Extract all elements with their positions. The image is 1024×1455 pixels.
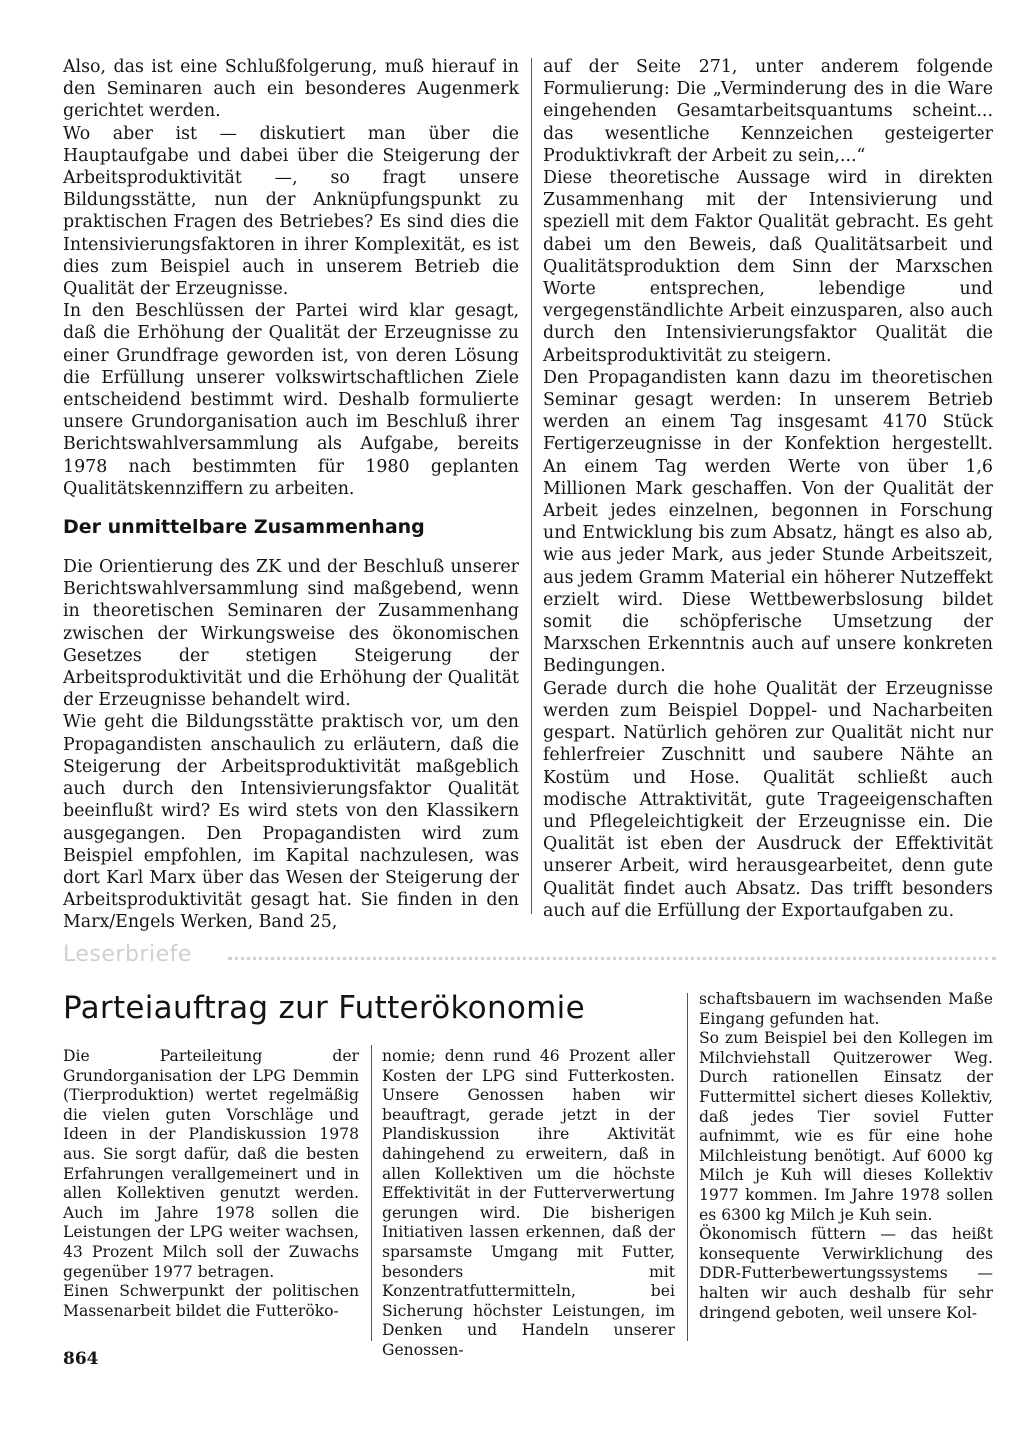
paragraph: Diese theoretische Aussage wird in direkten Zusammenhang mit der Intensivierung und speziell mit dem Faktor Qualität gebracht. Es geht dabei um den Beweis, daß Qualitätsarbeit und Qualitätsproduktion dem Sinn der Marxschen Worte entsprechen, lebendige und vergegenständlichte Arbeit einzusparen, also auch durch den Intensivierungsfaktor Qualität die Arbeitsproduktivität zu steigern. — [543, 168, 993, 366]
article-headline: Parteiauftrag zur Futterökonomie — [63, 990, 585, 1026]
paragraph: Gerade durch die hohe Qualität der Erzeugnisse werden zum Beispiel Doppel- und Nacharbeiten gespart. Natürlich gehören zur Qualität nicht nur fehlerfreier Zuschnitt und saubere Nähte an Kostüm und Hose. Qualität schließt auch modische Attraktivität, gute Trageeigenschaften und Pflegeleichtigkeit der Erzeugnisse ein. Die Qualität ist eben der Ausdruck der Effektivität unserer Arbeit, wird herausgearbeitet, denn gute Qualität findet auch Absatz. Das trifft besonders auch auf die Erfüllung der Exportaufgaben zu. — [543, 678, 993, 921]
article-left-column — [63, 56, 519, 934]
paragraph: So zum Beispiel bei den Kollegen im Milchviehstall Quitzerower Weg. Durch rationellen Einsatz der Futtermittel sichert dieses Kollektiv, daß jedes Tier soviel Futter aufnimmt, wie es für eine hohe Milchleistung benötigt. Auf 6000 kg Milch je Kuh will dieses Kollektiv 1977 kommen. Im Jahre 1978 sollen es 6300 kg Milch je Kuh sein. — [699, 1029, 993, 1224]
page-number: 864 — [63, 1349, 99, 1369]
paragraph: nomie; denn rund 46 Prozent aller Kosten der LPG sind Futterkosten. Unsere Genossen haben wir beauftragt, gerade jetzt in der Plandiskussion ihre Aktivität dahingehend zu erweitern, daß in allen Kollektiven um die höchste Effektivität in der Futterverwertung gerungen wird. Die bisherigen Initiativen lassen erkennen, daß der sparsamste Umgang mit Futter, besonders mit Konzentratfuttermitteln, bei Sicherung höchster Leistungen, im Denken und Handeln unserer Genossen- — [382, 1047, 675, 1359]
paragraph: Also, das ist eine Schlußfolgerung, muß hierauf in den Seminaren auch ein besonderes Augenmerk gerichtet werden. — [63, 57, 519, 122]
column-divider — [687, 993, 688, 1341]
paragraph: Die Parteileitung der Grundorganisation der LPG Demmin (Tierproduktion) wertet regelmäßig die vielen guten Vorschläge und Ideen in der Plandiskussion 1978 aus. Sie sorgt dafür, daß die besten Erfahrungen verallgemeinert und in allen Kollektiven genutzt werden. Auch im Jahre 1978 sollen die Leistungen der LPG weiter wachsen, 43 Prozent Milch soll der Zuwachs gegenüber 1977 betragen. — [63, 1047, 359, 1281]
article-column-2 — [382, 1047, 675, 1361]
paragraph: schaftsbauern im wachsenden Maße Eingang gefunden hat. — [699, 990, 993, 1028]
paragraph: Ökonomisch füttern — das heißt konsequente Verwirklichung des DDR-Futterbewertungssystems — halten wir auch deshalb für sehr dringend geboten, weil unsere Kol- — [699, 1225, 993, 1322]
paragraph: Wie geht die Bildungsstätte praktisch vor, um den Propagandisten anschaulich zu erläutern, daß die Steigerung der Arbeitsproduktivität maßgeblich auch durch den Intensivierungsfaktor Qualität beeinflußt wird? Es wird stets von den Klassikern ausgegangen. Den Propagandisten wird zum Beispiel empfohlen, im Kapital nachzulesen, was dort Karl Marx über das Wesen der Steigerung der Arbeitsproduktivität gesagt hat. Sie finden in den Marx/Engels Werken, Band 25, — [63, 712, 519, 933]
column-divider — [531, 58, 532, 914]
column-divider — [371, 1045, 372, 1341]
article-right-column — [543, 56, 993, 922]
paragraph: auf der Seite 271, unter anderem folgende Formulierung: Die „Verminderung des in die Ware eingehenden Gesamtarbeitsquantums scheint... das wesentliche Kennzeichen gesteigerter Produktivkraft der Arbeit zu sein,...“ — [543, 57, 993, 166]
article-column-1 — [63, 1047, 359, 1321]
paragraph: Die Orientierung des ZK und der Beschluß unserer Berichtswahlversammlung sind maßgebend, wenn in theoretischen Seminaren der Zusammenhang zwischen der Wirkungsweise des ökonomischen Gesetzes der stetigen Steigerung der Arbeitsproduktivität und die Erhöhung der Qualität der Erzeugnisse behandelt wird. — [63, 557, 519, 711]
paragraph: In den Beschlüssen der Partei wird klar gesagt, daß die Erhöhung der Qualität der Erzeugnisse zu einer Grundfrage geworden ist, von deren Lösung die Erfüllung unserer volkswirtschaftlichen Ziele entscheidend bestimmt wird. Deshalb formulierte unsere Grundorganisation auch im Beschluß ihrer Berichtswahlversammlung als Aufgabe, bereits 1978 nach bestimmten für 1980 geplanten Qualitätskennziffern zu arbeiten. — [63, 301, 519, 499]
paragraph: Einen Schwerpunkt der politischen Massenarbeit bildet die Futteröko- — [63, 1282, 359, 1320]
section-subheading: Der unmittelbare Zusammenhang — [63, 516, 425, 539]
dotted-rule — [228, 957, 996, 960]
section-label: Leserbriefe — [63, 942, 192, 967]
article-column-3 — [699, 990, 993, 1323]
paragraph: Den Propagandisten kann dazu im theoretischen Seminar gesagt werden: In unserem Betrieb werden an einem Tag insgesamt 4170 Stück Fertigerzeugnisse in der Konfektion hergestellt. An einem Tag werden Werte von über 1,6 Millionen Mark geschaffen. Von der Qualität der Arbeit jedes einzelnen, begonnen in Forschung und Entwicklung bis zum Absatz, hängt es also ab, wie aus jeder Mark, aus jeder Stunde Arbeitszeit, aus jedem Gramm Material ein höherer Nutzeffekt erzielt wird. Diese Wettbewerbslosung bildet somit die schöpferische Umsetzung der Marxschen Erkenntnis auch auf unsere konkreten Bedingungen. — [543, 367, 993, 677]
paragraph: Wo aber ist — diskutiert man über die Hauptaufgabe und dabei über die Steigerung der Arbeitsproduktivität —, so fragt unsere Bildungsstätte, nun der Anknüpfungspunkt zu praktischen Fragen des Betriebes? Es sind dies die Intensivierungsfaktoren in ihrer Komplexität, es ist dies zum Beispiel auch in unserem Betrieb die Qualität der Erzeugnisse. — [63, 123, 519, 300]
